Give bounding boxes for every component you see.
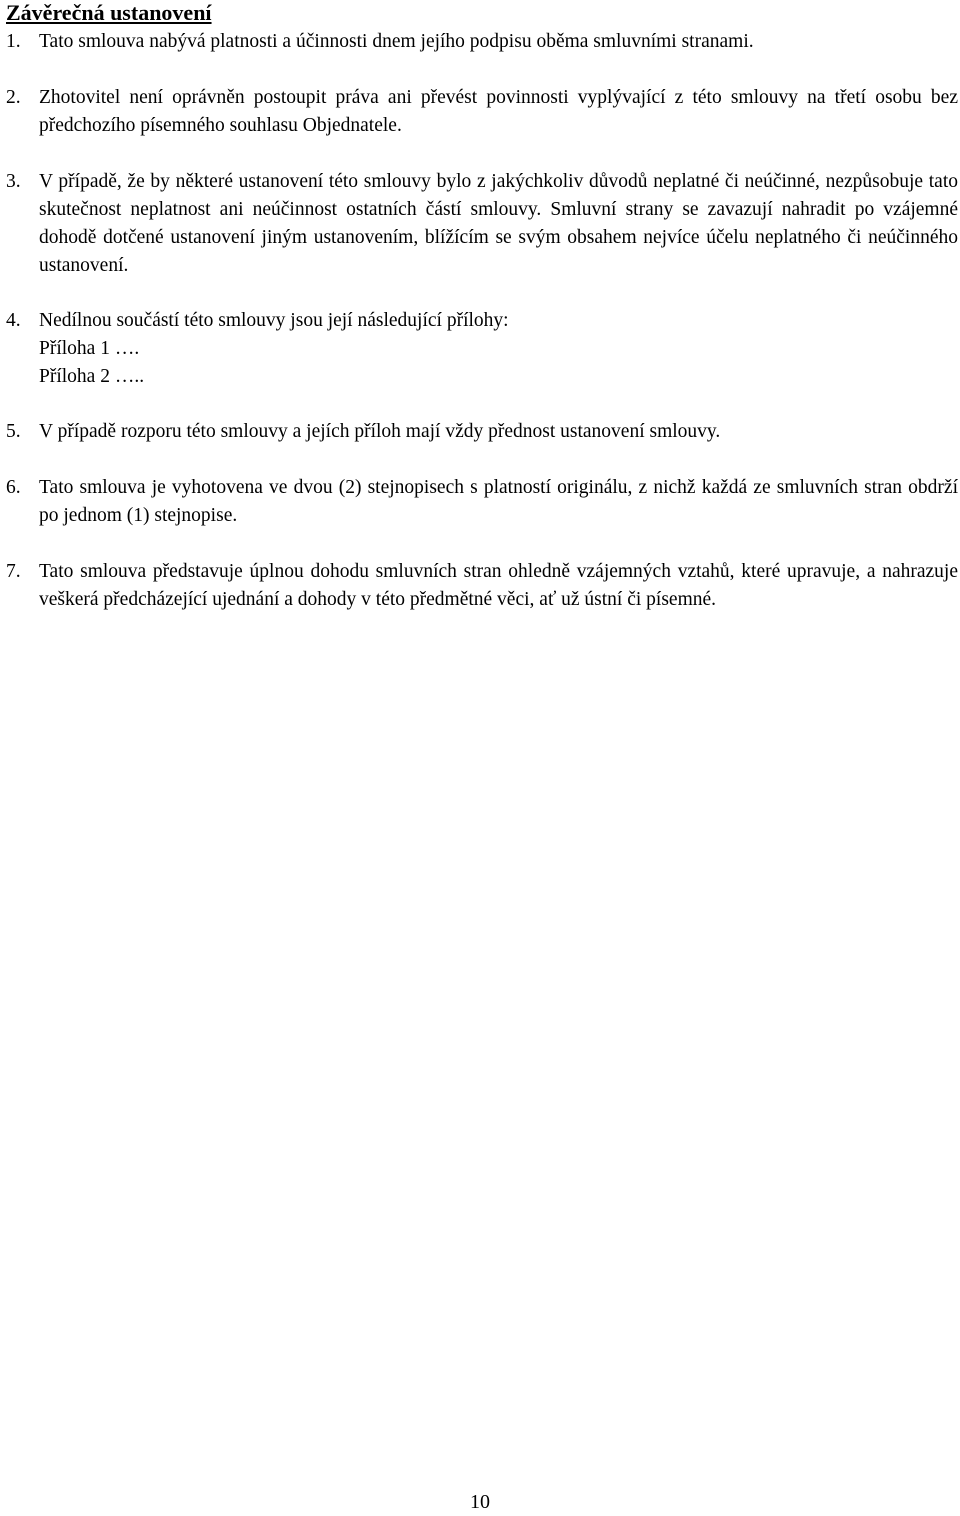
clause-text: Tato smlouva nabývá platnosti a účinnosti dnem jejího podpisu oběma smluvními stranami. xyxy=(39,31,754,52)
clause-text: Zhotovitel není oprávněn postoupit práva ani převést povinnosti vyplývající z této smlouvy na třetí osobu bez předchozího písemného souhlasu Objednatele. xyxy=(39,87,958,136)
clause-1 xyxy=(6,28,958,56)
document-page xyxy=(6,0,958,614)
clause-text: V případě, že by některé ustanovení této smlouvy bylo z jakýchkoliv důvodů neplatné či neúčinné, nezpůsobuje tato skutečnost neplatnost ani neúčinnost ostatních částí smlouvy. Smluvní strany se zavazují nahradit po vzájemné dohodě dotčené ustanovení jiným ustanovením, blížícím se svým obsahem nejvíce účelu neplatného či neúčinného ustanovení. xyxy=(39,171,958,276)
clause-number: 2. xyxy=(6,87,21,108)
clause-4 xyxy=(6,307,958,391)
clause-number: 1. xyxy=(6,31,21,52)
clause-text: Tato smlouva je vyhotovena ve dvou (2) stejnopisech s platností originálu, z nichž každá ze smluvních stran obdrží po jednom (1) stejnopise. xyxy=(39,477,958,526)
clause-number: 5. xyxy=(6,421,21,442)
clause-number: 4. xyxy=(6,310,21,331)
clause-number: 3. xyxy=(6,171,21,192)
clause-text: Tato smlouva představuje úplnou dohodu smluvních stran ohledně vzájemných vztahů, které upravuje, a nahrazuje veškerá předcházející ujednání a dohody v této předmětné věci, ať už ústní či písemné. xyxy=(39,561,958,610)
section-heading: Závěrečná ustanovení xyxy=(6,0,212,25)
page-number: 10 xyxy=(470,1491,490,1513)
attachment-2: Příloha 2 ….. xyxy=(39,366,145,387)
clause-text: Nedílnou součástí této smlouvy jsou její následující přílohy: xyxy=(39,310,509,331)
clause-5 xyxy=(6,418,958,446)
attachment-1: Příloha 1 …. xyxy=(39,338,140,359)
clause-6 xyxy=(6,474,958,530)
clause-7 xyxy=(6,558,958,614)
clause-text: V případě rozporu této smlouvy a jejích příloh mají vždy přednost ustanovení smlouvy. xyxy=(39,421,721,442)
clause-3 xyxy=(6,168,958,280)
clause-number: 6. xyxy=(6,477,21,498)
clause-2 xyxy=(6,84,958,140)
clause-number: 7. xyxy=(6,561,21,582)
clause-body xyxy=(39,307,958,391)
